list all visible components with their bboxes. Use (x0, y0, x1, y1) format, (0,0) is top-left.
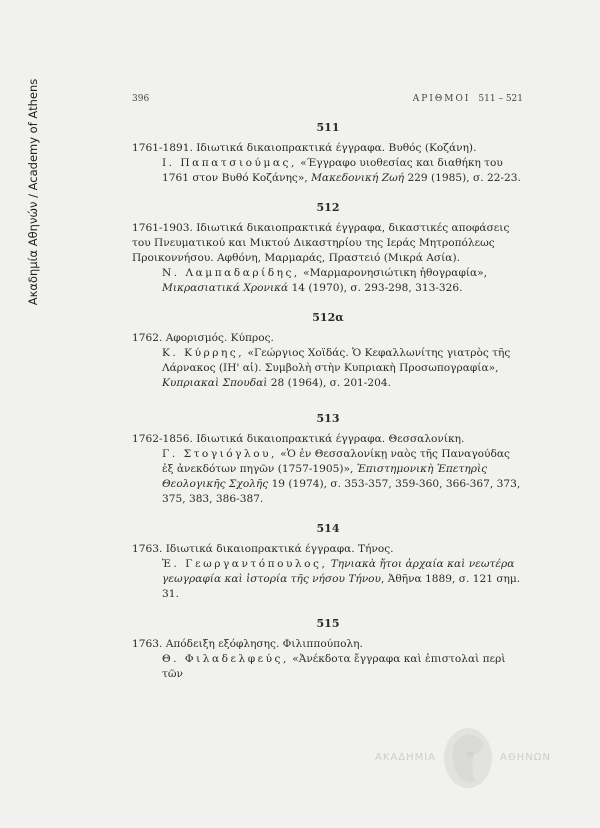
side-label-text: Ακαδημία Αθηνών / Academy of Athens (26, 78, 41, 306)
athena-head-icon (440, 724, 496, 790)
entry-main: 1763. Ιδιωτικά δικαιοπρακτικά έγγραφα. Τήνος. (132, 543, 394, 555)
entry-513 (132, 411, 524, 507)
entry-reference (132, 266, 524, 296)
entry-tail: 28 (1964), σ. 201-204. (267, 377, 391, 389)
entry-number: 513 (316, 412, 340, 425)
entry-reference (132, 156, 524, 186)
entry-number: 512 (316, 201, 340, 214)
entry-tail: , Ἀθῆνα 1889, σ. 121 σημ. 31. (162, 573, 521, 600)
running-head-right (413, 94, 523, 104)
entry-main: 1761-1903. Ιδιωτικά δικαιοπρακτικά έγγραφα, δικαστικές αποφάσεις του Πνευματικού και Μικτού Δικαστηρίου της Ιεράς Μητροπόλεως Προικοννήσου. Αφθόνη, Μαρμαράς, Πραστειό (Μικρά Ασία). (132, 222, 510, 264)
entry-511 (132, 120, 524, 186)
entry-number: 515 (316, 617, 340, 630)
entry-ref-text: «Ὁ ἐν Θεσσαλονίκῃ ναὸς τῆς Παναγούδας ἐξ ἀνεκδότων πηγῶν (1757-1905)», (162, 448, 510, 475)
running-head (132, 94, 523, 104)
entry-514 (132, 521, 524, 602)
entry-512 (132, 200, 524, 296)
entry-author: Κ. Κύρρης, (162, 347, 245, 359)
page-content (132, 120, 524, 682)
entry-main: 1762-1856. Ιδιωτικά δικαιοπρακτικά έγγραφα. Θεσσαλονίκη. (132, 433, 465, 445)
academy-watermark (375, 722, 555, 792)
entry-tail: 14 (1970), σ. 293-298, 313-326. (288, 282, 463, 294)
entry-journal: Τηνιακὰ ἤτοι ἀρχαία καὶ νεωτέρα γεωγραφία καὶ ἱστορία τῆς νήσου Τήνου (162, 558, 515, 585)
entry-tail: 19 (1974), σ. 353-357, 359-360, 366-367, 373, 375, 383, 386-387. (162, 478, 521, 505)
entry-ref-text: «Έγγραφο υιοθεσίας και διαθήκη του 1761 στον Βυθό Κοζάνης», (162, 157, 503, 184)
page-number: 396 (132, 94, 150, 104)
entry-author: Ν. Λαμπαδαρίδης, (162, 267, 300, 279)
entry-tail: 229 (1985), σ. 22-23. (404, 172, 521, 184)
entry-512a (132, 310, 524, 391)
entry-ref-text: «Γεώργιος Χοϊδάς. Ὁ Κεφαλλωνίτης γιατρὸς τῆς Λάρνακος (ΙΗ' αἰ). Συμβολὴ στὴν Κυπριακὴ Προσωπογραφία», (162, 347, 511, 374)
entry-reference (132, 652, 524, 682)
side-label (26, 20, 40, 350)
watermark-right-text: ΑΘΗΝΩΝ (500, 751, 551, 763)
entry-author: Θ. Φιλαδελφεύς, (162, 653, 289, 665)
entry-journal: Κυπριακαὶ Σπουδαὶ (162, 377, 268, 389)
entry-reference (132, 346, 524, 391)
entry-number: 511 (316, 121, 340, 134)
entry-journal: Μακεδονική Ζωή (311, 172, 405, 184)
running-head-range: 511 – 521 (478, 94, 523, 104)
entry-main: 1761-1891. Ιδιωτικά δικαιοπρακτικά έγγραφα. Βυθός (Κοζάνη). (132, 142, 477, 154)
watermark-left-text: ΑΚΑΔΗΜΙΑ (375, 751, 437, 763)
entry-reference (132, 447, 524, 507)
entry-author: Ἐ. Γεωργαντόπουλος, (162, 558, 328, 570)
entry-main: 1763. Απόδειξη εξόφλησης. Φιλιππούπολη. (132, 638, 363, 650)
entry-journal: Μικρασιατικά Χρονικά (162, 282, 289, 294)
entry-journal: Ἐπιστημονικὴ Ἐπετηρὶς Θεολογικῆς Σχολῆς (162, 463, 488, 490)
entry-ref-text: «Μαρμαρονησιώτικη ἠθογραφία», (299, 267, 488, 279)
entry-number: 512α (312, 311, 344, 324)
entry-reference (132, 557, 524, 602)
entry-main: 1762. Αφορισμός. Κύπρος. (132, 332, 274, 344)
entry-author: Ι. Παπατσιούμας, (162, 157, 297, 169)
running-head-title: ΑΡΙΘΜΟΙ (412, 94, 471, 104)
entry-515 (132, 616, 524, 682)
entry-number: 514 (316, 522, 340, 535)
entry-author: Γ. Στογιόγλου, (162, 448, 277, 460)
entry-ref-text: «Ἀνέκδοτα ἔγγραφα καὶ ἐπιστολαὶ περὶ τῶν (162, 653, 506, 680)
